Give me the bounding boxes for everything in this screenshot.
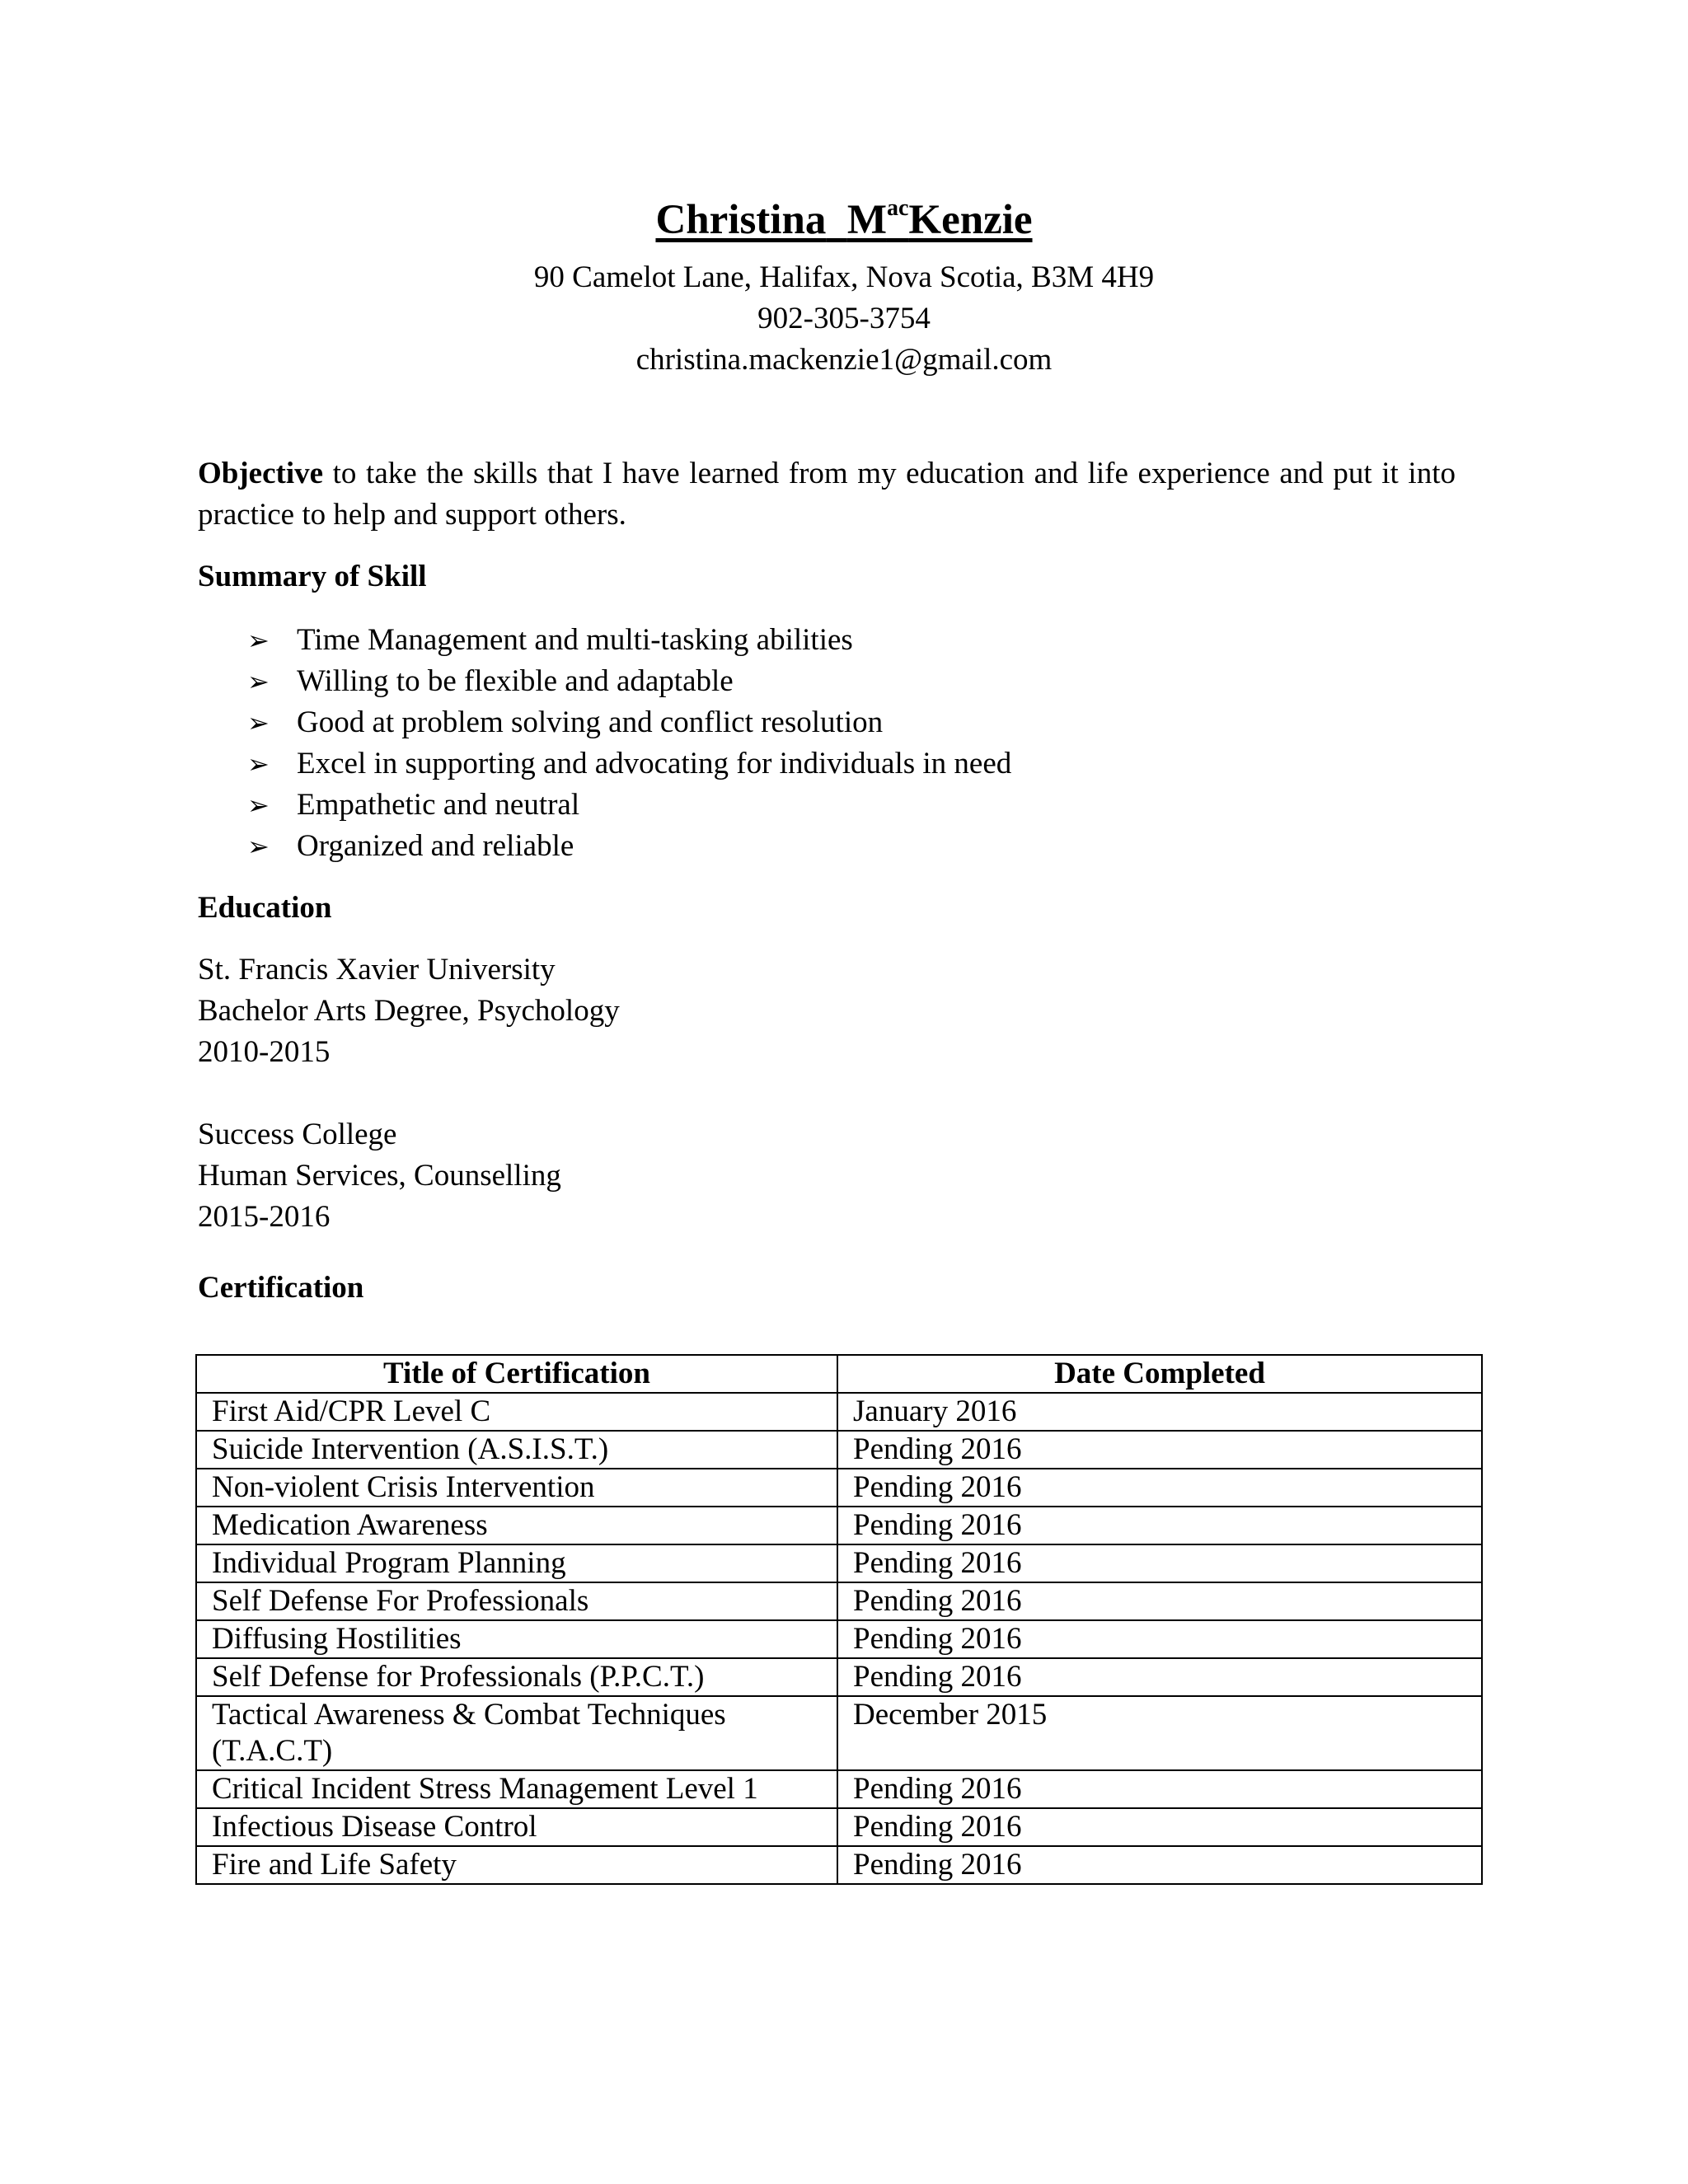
education-entry	[198, 949, 620, 1073]
skill-text: Empathetic and neutral	[297, 788, 580, 822]
objective-paragraph	[198, 453, 1456, 536]
arrowhead-bullet-icon: ➢	[247, 707, 270, 738]
cert-title: Critical Incident Stress Management Level 1	[196, 1770, 837, 1808]
cert-date: Pending 2016	[837, 1507, 1482, 1544]
column-header-title: Title of Certification	[196, 1355, 837, 1393]
cert-title: Suicide Intervention (A.S.I.S.T.)	[196, 1431, 837, 1469]
skill-text: Willing to be flexible and adaptable	[297, 664, 734, 698]
table-row	[196, 1431, 1482, 1469]
skill-text: Excel in supporting and advocating for individuals in need	[297, 747, 1012, 780]
cert-date: December 2015	[837, 1696, 1482, 1770]
cert-title: Medication Awareness	[196, 1507, 837, 1544]
email-address: christina.mackenzie1@gmail.com	[635, 343, 1053, 377]
objective-text: to take the skills that I have learned from my education and life experience and put it into practice to help and support others.	[198, 457, 1456, 532]
name-first: Christina	[655, 197, 827, 243]
arrowhead-bullet-icon: ➢	[247, 831, 270, 862]
cert-date: Pending 2016	[837, 1846, 1482, 1884]
skill-text: Good at problem solving and conflict resolution	[297, 705, 884, 739]
table-row	[196, 1393, 1482, 1431]
arrowhead-bullet-icon: ➢	[247, 748, 270, 780]
cert-date: Pending 2016	[837, 1770, 1482, 1808]
arrowhead-bullet-icon: ➢	[247, 790, 270, 821]
list-item	[247, 661, 1011, 702]
table-row	[196, 1620, 1482, 1658]
table-row	[196, 1696, 1482, 1770]
cert-title: Diffusing Hostilities	[196, 1620, 837, 1658]
objective-label: Objective	[198, 457, 324, 490]
cert-date: Pending 2016	[837, 1808, 1482, 1846]
cert-date: Pending 2016	[837, 1658, 1482, 1696]
cert-title: Individual Program Planning	[196, 1544, 837, 1582]
cert-date: Pending 2016	[837, 1469, 1482, 1507]
name-last-rest: Kenzie	[908, 197, 1033, 243]
cert-title: Infectious Disease Control	[196, 1808, 837, 1846]
school-name: Success College	[198, 1118, 397, 1151]
skills-list	[247, 620, 1011, 867]
arrowhead-bullet-icon: ➢	[247, 666, 270, 697]
cert-date: Pending 2016	[837, 1544, 1482, 1582]
cert-date: Pending 2016	[837, 1582, 1482, 1620]
list-item	[247, 785, 1011, 826]
education-entry	[198, 1114, 561, 1238]
program-name: Bachelor Arts Degree, Psychology	[198, 994, 620, 1028]
table-row	[196, 1544, 1482, 1582]
name-last-superscript: ac	[886, 195, 909, 221]
table-row	[196, 1846, 1482, 1884]
cert-title: Self Defense for Professionals (P.P.C.T.)	[196, 1658, 837, 1696]
list-item	[247, 702, 1011, 743]
resume-header	[0, 191, 1688, 381]
school-name: St. Francis Xavier University	[198, 953, 556, 987]
cert-date: Pending 2016	[837, 1431, 1482, 1469]
cert-date: Pending 2016	[837, 1620, 1482, 1658]
cert-title: First Aid/CPR Level C	[196, 1393, 837, 1431]
program-name: Human Services, Counselling	[198, 1159, 561, 1193]
skills-heading: Summary of Skill	[198, 560, 427, 593]
table-row	[196, 1582, 1482, 1620]
skill-text: Organized and reliable	[297, 829, 574, 863]
table-header-row	[196, 1355, 1482, 1393]
cert-title: Fire and Life Safety	[196, 1846, 837, 1884]
cert-title: Self Defense For Professionals	[196, 1582, 837, 1620]
certification-heading: Certification	[198, 1271, 364, 1305]
arrowhead-bullet-icon: ➢	[247, 625, 270, 656]
cert-date: January 2016	[837, 1393, 1482, 1431]
phone-number: 902-305-3754	[757, 302, 931, 335]
skill-text: Time Management and multi-tasking abilities	[297, 623, 853, 657]
table-row	[196, 1770, 1482, 1808]
education-years: 2015-2016	[198, 1200, 331, 1234]
education-years: 2010-2015	[198, 1035, 331, 1069]
table-row	[196, 1469, 1482, 1507]
table-row	[196, 1808, 1482, 1846]
table-row	[196, 1658, 1482, 1696]
education-heading: Education	[198, 891, 332, 925]
certification-table	[195, 1354, 1483, 1885]
table-row	[196, 1507, 1482, 1544]
column-header-date: Date Completed	[837, 1355, 1482, 1393]
cert-title: Tactical Awareness & Combat Techniques (T.A.C.T)	[196, 1696, 837, 1770]
list-item	[247, 620, 1011, 661]
address: 90 Camelot Lane, Halifax, Nova Scotia, B3M 4H9	[533, 260, 1155, 294]
list-item	[247, 743, 1011, 785]
name-last-prefix: M	[846, 197, 887, 243]
candidate-name	[0, 191, 1688, 249]
list-item	[247, 826, 1011, 867]
cert-title: Non-violent Crisis Intervention	[196, 1469, 837, 1507]
